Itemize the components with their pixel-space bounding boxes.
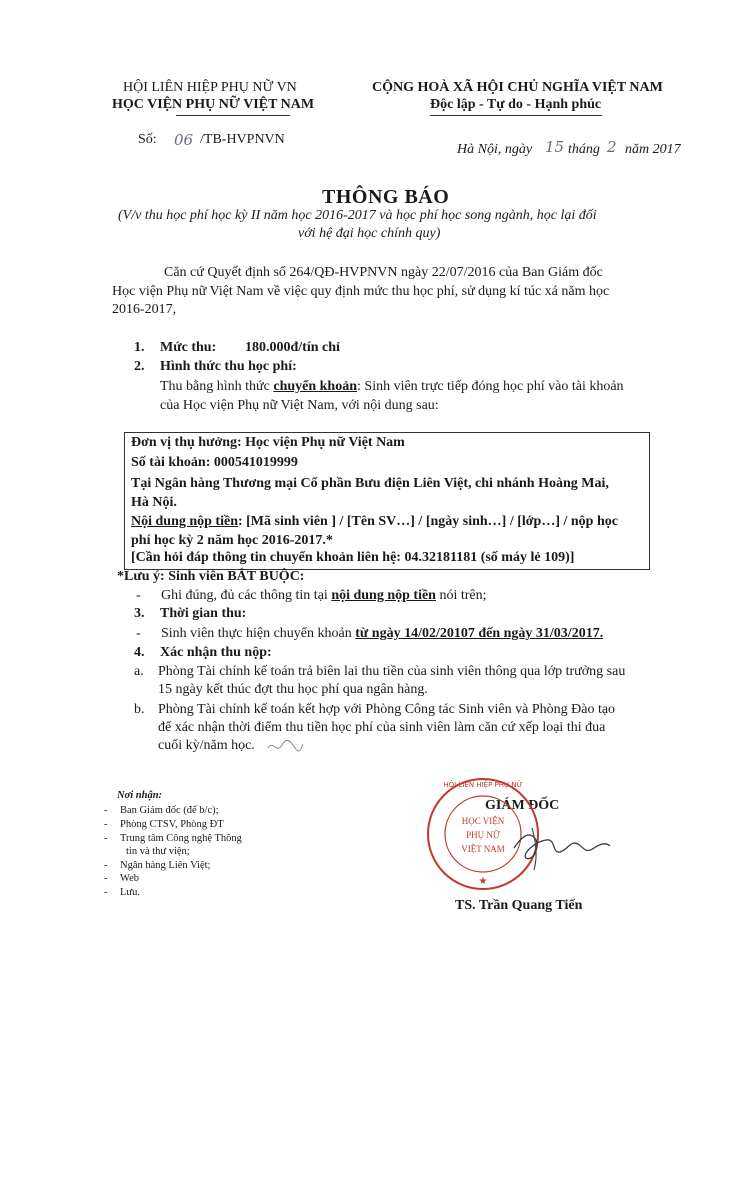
motto-underline bbox=[430, 115, 602, 116]
item2-label: Hình thức thu học phí: bbox=[160, 359, 297, 374]
item4-b-mark: b. bbox=[134, 702, 145, 717]
item4-number: 4. bbox=[134, 645, 145, 660]
recipient-item: Trung tâm Công nghệ Thông bbox=[120, 833, 242, 844]
item4-label: Xác nhận thu nộp: bbox=[160, 645, 272, 660]
item3-text bbox=[161, 626, 603, 642]
item2-transfer-emphasis: chuyển khoản bbox=[273, 379, 358, 394]
doc-number-label: Số: bbox=[138, 132, 157, 147]
intro-line3: 2016-2017, bbox=[112, 302, 177, 317]
item4-a-mark: a. bbox=[134, 664, 144, 679]
box-payment-content bbox=[131, 514, 618, 530]
item4-b-line3: cuối kỳ/năm học. bbox=[158, 738, 255, 753]
recipients-label: Nơi nhận: bbox=[117, 790, 163, 801]
org-name: HỌC VIỆN PHỤ NỮ VIỆT NAM bbox=[112, 97, 315, 112]
recipient-bullet: - bbox=[104, 873, 108, 884]
doc-title: THÔNG BÁO bbox=[322, 186, 450, 208]
box-payment-content-label: Nội dung nộp tiền bbox=[131, 514, 238, 529]
item2-text-line2: của Học viện Phụ nữ Việt Nam, với nội dung sau: bbox=[160, 398, 439, 413]
note-payment-content-emphasis: nội dung nộp tiền bbox=[331, 588, 436, 603]
box-payment-content-line2: phí học kỳ 2 năm học 2016-2017.* bbox=[131, 533, 333, 548]
item3-bullet: - bbox=[136, 626, 141, 641]
item1-number: 1. bbox=[134, 340, 145, 355]
note-label: *Lưu ý: Sinh viên BẮT BUỘC: bbox=[117, 569, 305, 584]
item3-text-a: Sinh viên thực hiện chuyển khoản bbox=[161, 626, 352, 641]
item2-text bbox=[160, 379, 624, 395]
box-bank: Tại Ngân hàng Thương mại Cổ phần Bưu điện Liên Việt, chi nhánh Hoàng Mai, bbox=[131, 476, 609, 491]
seal-line2: PHỤ NỮ bbox=[466, 830, 500, 840]
item4-a-line1: Phòng Tài chính kế toán trả biên lai thu tiền của sinh viên thông qua lớp trưởng sau bbox=[158, 664, 626, 679]
national-title: CỘNG HOÀ XÃ HỘI CHỦ NGHĨA VIỆT NAM bbox=[372, 80, 663, 95]
national-motto: Độc lập - Tự do - Hạnh phúc bbox=[430, 97, 602, 112]
box-contact: [Cần hỏi đáp thông tin chuyển khoản liên hệ: 04.32181181 (số máy lẻ 109)] bbox=[131, 550, 575, 565]
seal-line3: VIỆT NAM bbox=[461, 844, 505, 854]
doc-subtitle-line2: với hệ đại học chính quy) bbox=[298, 226, 441, 241]
recipient-item: Phòng CTSV, Phòng ĐT bbox=[120, 819, 224, 830]
box-bank-city: Hà Nội. bbox=[131, 495, 177, 510]
note-text bbox=[161, 588, 487, 604]
svg-text:★: ★ bbox=[478, 876, 488, 887]
recipient-bullet: - bbox=[104, 819, 108, 830]
date-day-handwritten: 15 bbox=[545, 138, 565, 156]
item3-label: Thời gian thu: bbox=[160, 606, 247, 621]
seal-line1: HỌC VIỆN bbox=[461, 816, 505, 826]
item2-text-c: : Sinh viên trực tiếp đóng học phí vào tài khoản bbox=[357, 379, 624, 394]
recipient-bullet: - bbox=[104, 805, 108, 816]
org-name-underline bbox=[176, 115, 290, 116]
item3-date-range: từ ngày 14/02/20107 đến ngày 31/03/2017. bbox=[355, 626, 604, 641]
doc-number-code: /TB-HVPNVN bbox=[200, 132, 285, 147]
signer-role: GIÁM ĐỐC bbox=[485, 798, 560, 813]
signer-name: TS. Trần Quang Tiến bbox=[455, 898, 583, 913]
intro-line1: Căn cứ Quyết định số 264/QĐ-HVPNVN ngày 22/07/2016 của Ban Giám đốc bbox=[164, 265, 603, 280]
recipient-bullet: - bbox=[104, 887, 108, 898]
box-payment-content-format: : [Mã sinh viên ] / [Tên SV…] / [ngày sinh…] / [lớp…] / nộp học bbox=[237, 514, 618, 529]
recipient-bullet: - bbox=[104, 833, 108, 844]
recipient-item: Web bbox=[120, 873, 139, 884]
recipient-item: Ngân hàng Liên Việt; bbox=[120, 860, 211, 871]
item4-b-line1: Phòng Tài chính kế toán kết hợp với Phòng Công tác Sinh viên và Phòng Đào tạo bbox=[158, 702, 616, 717]
doc-number-handwritten: 06 bbox=[174, 131, 194, 149]
item1-value: 180.000đ/tín chỉ bbox=[245, 340, 340, 355]
note-bullet: - bbox=[136, 588, 141, 603]
org-parent-name: HỘI LIÊN HIỆP PHỤ NỮ VN bbox=[123, 80, 297, 95]
svg-text:HỘI LIÊN HIỆP PHỤ NỮ: HỘI LIÊN HIỆP PHỤ NỮ bbox=[443, 781, 523, 789]
item2-number: 2. bbox=[134, 359, 145, 374]
recipient-item-cont: tin và thư viện; bbox=[126, 846, 190, 857]
box-account-number: Số tài khoản: 000541019999 bbox=[131, 455, 298, 470]
item2-text-a: Thu bằng hình thức bbox=[160, 379, 270, 394]
recipient-item: Ban Giám đốc (để b/c); bbox=[120, 805, 219, 816]
note-text-a: Ghi đúng, đủ các thông tin tại bbox=[161, 588, 328, 603]
box-beneficiary: Đơn vị thụ hưởng: Học viện Phụ nữ Việt Nam bbox=[131, 435, 405, 450]
item1-label: Mức thu: bbox=[160, 340, 217, 355]
date-prefix: Hà Nội, ngày bbox=[457, 142, 533, 157]
date-month-label: tháng bbox=[568, 142, 600, 157]
initials-scribble bbox=[265, 736, 305, 756]
date-year: năm 2017 bbox=[625, 142, 681, 157]
item3-number: 3. bbox=[134, 606, 145, 621]
recipient-bullet: - bbox=[104, 860, 108, 871]
intro-line2: Học viện Phụ nữ Việt Nam về việc quy định mức thu học phí, sử dụng kí túc xá năm học bbox=[112, 284, 610, 299]
recipient-item: Lưu. bbox=[120, 887, 140, 898]
item4-b-line2: để xác nhận thời điểm thu tiền học phí của sinh viên làm căn cứ xếp loại thi đua bbox=[158, 720, 606, 735]
item4-a-line2: 15 ngày kết thúc đợt thu học phí qua ngân hàng. bbox=[158, 682, 428, 697]
date-month-handwritten: 2 bbox=[607, 138, 617, 156]
note-text-c: nói trên; bbox=[439, 588, 487, 603]
handwritten-signature bbox=[512, 818, 612, 872]
doc-subtitle-line1: (V/v thu học phí học kỳ II năm học 2016-2017 và học phí học song ngành, học lại đối bbox=[118, 208, 597, 223]
